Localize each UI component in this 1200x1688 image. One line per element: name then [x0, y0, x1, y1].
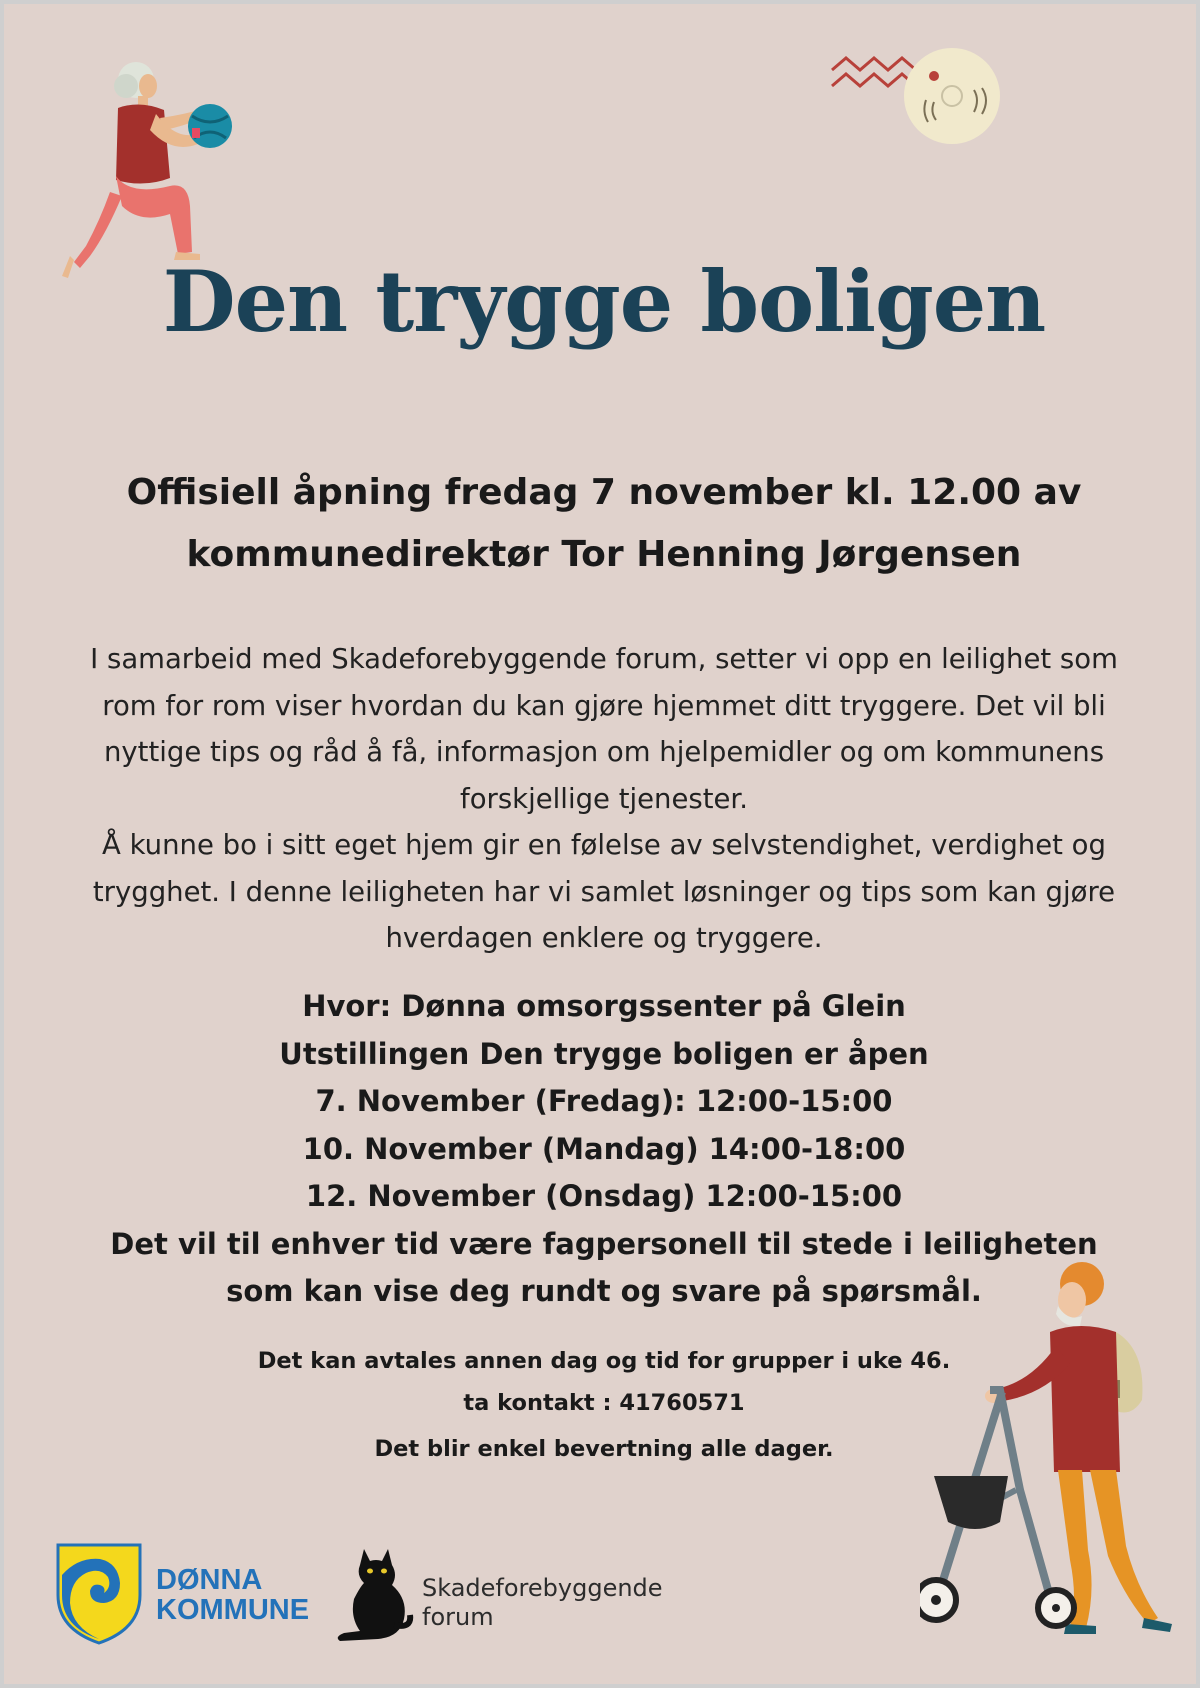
date-line: 12. November (Onsdag) 12:00-15:00 — [305, 1179, 903, 1213]
location-text: Hvor: Dønna omsorgssenter på Glein — [302, 989, 906, 1023]
page-title: Den trygge boligen — [162, 252, 1046, 351]
skade-line: forum — [422, 1603, 494, 1631]
record-disc-icon — [828, 44, 1008, 154]
groups-text: Det kan avtales annen dag og tid for grupper i uke 46. — [257, 1348, 951, 1374]
donna-coat-of-arms-icon — [56, 1543, 142, 1645]
body-paragraph: Å kunne bo i sitt eget hjem gir en følelse av selvstendighet, verdighet og trygghet. I denne leiligheten har vi samlet løsninger og tips som kan gjøre hverdagen enklere og tryggere. — [92, 829, 1116, 954]
extra-info — [164, 1340, 1044, 1470]
date-line: 7. November (Fredag): 12:00-15:00 — [315, 1084, 893, 1118]
subtitle-line: kommunedirektør Tor Henning Jørgensen — [186, 534, 1022, 575]
subtitle — [64, 462, 1144, 586]
donna-line: KOMMUNE — [156, 1594, 310, 1626]
contact-text: ta kontakt : 41760571 — [463, 1390, 745, 1416]
body-paragraph: I samarbeid med Skadeforebyggende forum, setter vi opp en leilighet som rom for rom viser hvordan du kan gjøre hjemmet ditt tryggere. Det vil bli nyttige tips og råd å få, informasjon om hjelpemidler og om kommunens forskjellige tjenester. — [90, 643, 1118, 815]
poster — [4, 4, 1196, 1684]
skade-forum-logo-text — [422, 1574, 663, 1632]
skade-line: Skadeforebyggende — [422, 1574, 663, 1602]
subtitle-line: Offisiell åpning fredag 7 november kl. 12.00 av — [126, 472, 1082, 513]
black-cat-icon — [330, 1545, 414, 1645]
refreshments-text: Det blir enkel bevertning alle dager. — [374, 1436, 834, 1462]
date-line: 10. November (Mandag) 14:00-18:00 — [302, 1131, 906, 1166]
body-text — [74, 636, 1134, 962]
donna-kommune-logo-text — [156, 1565, 309, 1625]
staff-text: Det vil til enhver tid være fagpersonell til stede i leiligheten som kan vise deg rundt og svare på spørsmål. — [110, 1226, 1098, 1308]
donna-line: DØNNA — [156, 1564, 263, 1596]
man-with-walker-illustration — [920, 1260, 1180, 1644]
opening-text: Utstillingen Den trygge boligen er åpen — [279, 1036, 929, 1071]
